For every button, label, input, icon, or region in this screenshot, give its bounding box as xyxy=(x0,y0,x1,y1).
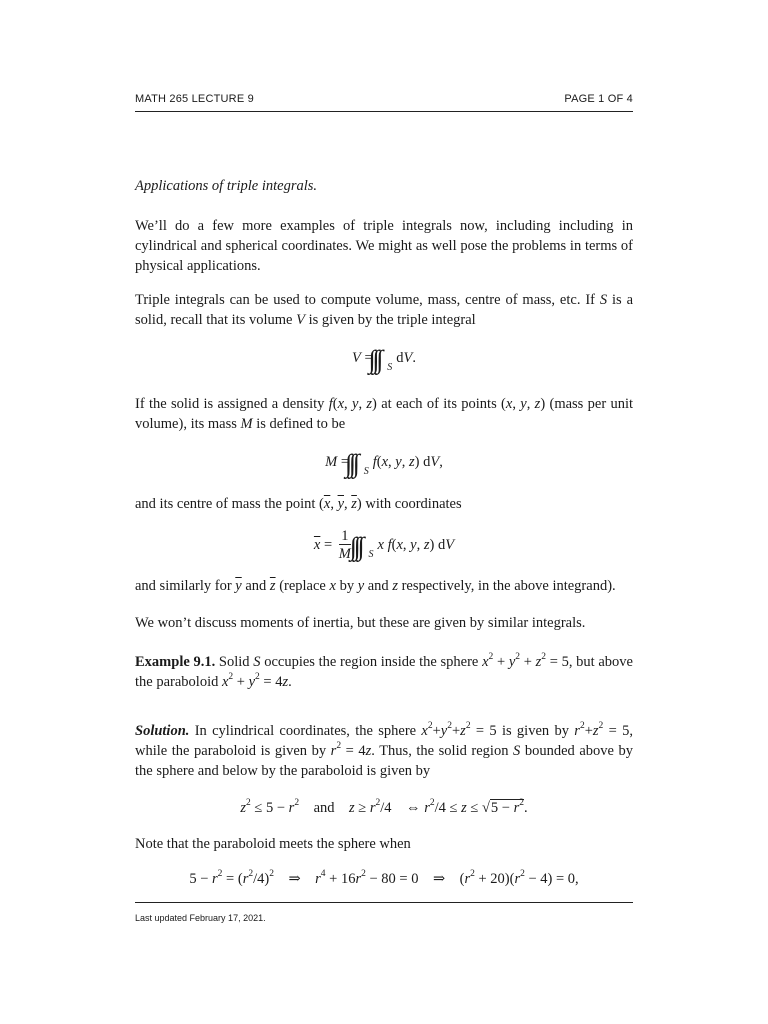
page-number: PAGE 1 OF 4 xyxy=(564,93,633,105)
footer-rule xyxy=(135,902,633,903)
paragraph-centre-of-mass: and its centre of mass the point ($\overline{x}$, $\overline{y}$, $\overline{z}$) with coordinates xyxy=(135,496,462,512)
paragraph-mass: If the solid is assigned a density f(x, y, z) at each of its points (x, y, z) (mass per unit volume), its mass M is defined to be xyxy=(135,396,634,432)
equation-mass: M = $_S$f(x, y, z) dV, xyxy=(325,454,443,477)
page-header xyxy=(135,93,633,111)
equation-region: $z^2 \le 5 - r^2$ and $z \ge r^2/4$ ⇔ $r^2/4 \le z \le √5 - r^2$. xyxy=(240,798,528,816)
example-9-1: Example 9.1. Solid S occupies the region inside the sphere $x^2 + y^2 + z^2 = 5$, but above the paraboloid $x^2 + y^2 = 4z$. xyxy=(135,652,633,690)
paragraph-intersection: Note that the paraboloid meets the sphere when xyxy=(135,836,411,852)
footer-note: Last updated February 17, 2021. xyxy=(135,913,266,923)
section-title: Applications of triple integrals. xyxy=(135,178,318,194)
paragraph-moments: We won’t discuss moments of inertia, but these are given by similar integrals. xyxy=(135,615,586,631)
header-rule xyxy=(135,111,633,112)
equation-centre-x: $\overline{x}$ = $\frac{1}{M}$ $_S$x f(x, y, z) dV xyxy=(313,528,455,562)
equation-intersection: $5 - r^2 = (r^2/4)^2$ ⇒ $r^4 + 16r^2 - 80 = 0$ ⇒ $(r^2 + 20)(r^2 - 4) = 0$, xyxy=(189,869,579,887)
course-label: MATH 265 LECTURE 9 xyxy=(135,93,254,105)
paragraph-intro: We’ll do a few more examples of triple integrals now, including including in cylindrical and spherical coordinates. We might as well pose the problems in terms of physical applications. xyxy=(135,218,633,274)
equation-volume: V = $_S$dV. xyxy=(351,350,417,373)
paragraph-similarly: and similarly for $\overline{y}$ and $\overline{z}$ (replace x by y and z respectively, in the above integrand). xyxy=(135,578,616,594)
solution-paragraph: Solution. In cylindrical coordinates, the sphere $x^2+y^2+z^2 = 5$ is given by $r^2+z^2 = 5$, while the paraboloid is given by $r^2 = 4z$. Thus, the solid region S bounded above by the sphere and below by the paraboloid is given by xyxy=(135,721,633,779)
paragraph-volume: Triple integrals can be used to compute volume, mass, centre of mass, etc. If S is a solid, recall that its volume V is given by the triple integral xyxy=(135,292,634,328)
